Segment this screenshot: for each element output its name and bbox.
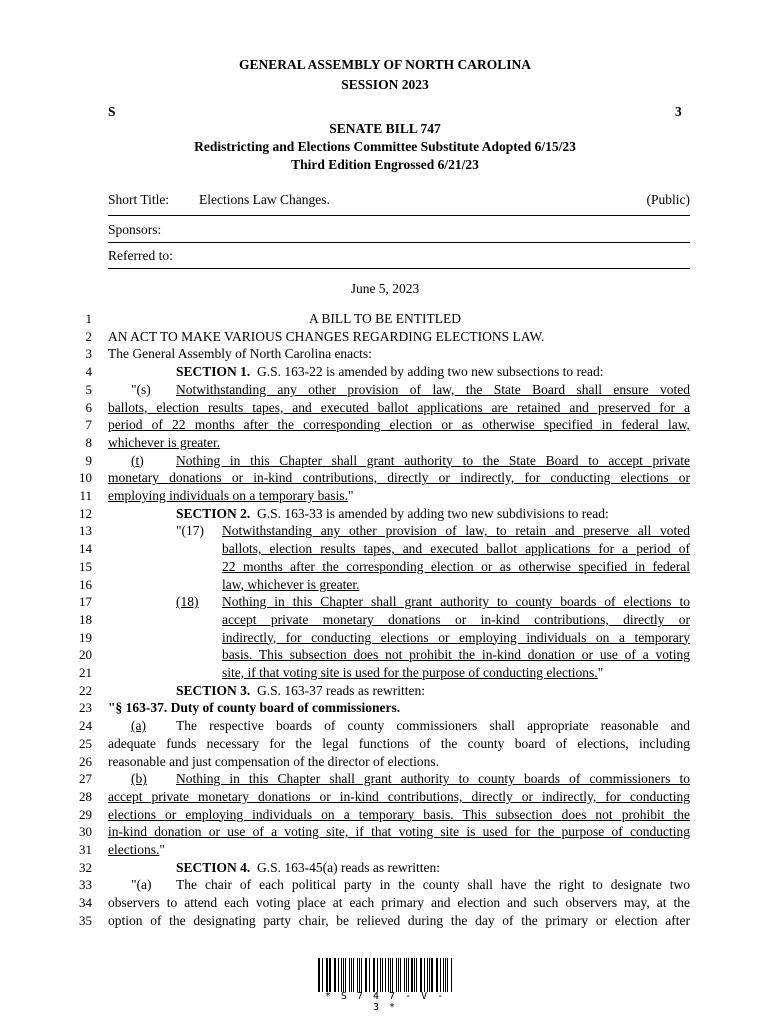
line-text-segment: G.S. 163-45(a) reads as rewritten: bbox=[250, 859, 440, 875]
line-number: 4 bbox=[85, 364, 92, 380]
line-text-segment: "(s) bbox=[131, 381, 151, 397]
bill-line bbox=[222, 612, 690, 628]
line-number: 7 bbox=[85, 417, 92, 433]
line-number: 10 bbox=[79, 470, 92, 486]
bill-line bbox=[222, 541, 690, 557]
substitute-line: Redistricting and Elections Committee Substitute Adopted 6/15/23 bbox=[194, 139, 576, 154]
line-number: 26 bbox=[79, 753, 92, 769]
line-text-segment: elections. bbox=[108, 842, 160, 857]
line-text-segment: reasonable and just compensation of the director of elections. bbox=[108, 753, 440, 769]
public-label: (Public) bbox=[646, 192, 690, 207]
line-text-segment: basis. This subsection does not prohibit the in-kind donation or use of a voting bbox=[222, 647, 690, 663]
bill-line bbox=[108, 700, 400, 716]
line-number: 33 bbox=[79, 877, 92, 893]
bill-line bbox=[176, 683, 425, 699]
bill-line bbox=[108, 346, 372, 362]
line-text-segment: ballots, election results tapes, and executed ballot applications for a period of bbox=[222, 541, 690, 557]
bill-line-label bbox=[131, 382, 151, 398]
line-text-segment: "§ 163-37. Duty of county board of commissioners. bbox=[108, 700, 401, 716]
bill-line bbox=[222, 647, 690, 663]
bill-line-label bbox=[176, 523, 204, 539]
line-text-segment: whichever is greater. bbox=[108, 434, 221, 450]
bill-line bbox=[176, 877, 690, 893]
line-text-segment: (a) bbox=[131, 718, 146, 734]
barcode-bar bbox=[353, 958, 354, 992]
line-text-segment: G.S. 163-33 is amended by adding two new subdivisions to read: bbox=[250, 505, 609, 521]
line-text-segment: 22 months after the corresponding election or as otherwise specified in federal bbox=[222, 558, 690, 574]
bill-line bbox=[108, 842, 165, 858]
line-text-segment: Nothing in this Chapter shall grant authority to county boards of elections to bbox=[222, 594, 690, 610]
barcode-bar bbox=[322, 958, 323, 992]
bill-date: June 5, 2023 bbox=[350, 281, 420, 296]
line-number: 34 bbox=[79, 895, 92, 911]
line-text-segment: G.S. 163-22 is amended by adding two new subsections to read: bbox=[250, 364, 604, 380]
line-text-segment: SECTION 2. bbox=[176, 505, 251, 521]
line-text-segment: accept private monetary donations or in-kind contributions, directly or bbox=[222, 611, 690, 627]
barcode-bar bbox=[361, 958, 362, 992]
barcode-text: * S 7 4 7 - V - 3 * bbox=[324, 991, 446, 1013]
bill-line bbox=[176, 718, 690, 734]
line-text-segment: The respective boards of county commissioners shall appropriate reasonable and bbox=[176, 718, 690, 734]
line-text-segment: in-kind donation or use of a voting site, if that voting site is used for the purpose of conducting bbox=[108, 824, 690, 840]
line-text-segment: " bbox=[597, 665, 604, 680]
line-text-segment: Nothing in this Chapter shall grant authority to the State Board to accept private bbox=[176, 452, 690, 468]
bill-line bbox=[108, 435, 220, 451]
bill-line bbox=[108, 754, 439, 770]
short-title-row bbox=[108, 192, 690, 208]
barcode-bar bbox=[420, 958, 421, 992]
line-number: 23 bbox=[79, 700, 92, 716]
bill-line bbox=[176, 364, 603, 380]
bill-line bbox=[176, 453, 690, 469]
short-title-label: Short Title: bbox=[108, 192, 170, 207]
line-text-segment: elections or employing individuals on a temporary basis. This subsection does not prohibit the bbox=[108, 806, 690, 822]
line-number: 2 bbox=[85, 328, 92, 344]
line-text-segment: (18) bbox=[176, 594, 199, 610]
line-text-segment: law, whichever is greater. bbox=[222, 576, 360, 592]
line-number: 30 bbox=[79, 824, 92, 840]
bill-line bbox=[108, 417, 690, 433]
line-text-segment: Nothing in this Chapter shall grant authority to county boards of commissioners to bbox=[176, 771, 690, 787]
line-text-segment: option of the designating party chair, be relieved during the day of the primary or election after bbox=[108, 912, 690, 928]
line-number: 25 bbox=[79, 735, 92, 751]
line-text-segment: " bbox=[159, 842, 165, 857]
bill-line bbox=[176, 771, 690, 787]
bill-line-label bbox=[131, 453, 144, 469]
line-text-segment: employing individuals on a temporary basis. bbox=[108, 488, 348, 503]
line-text-segment: Notwithstanding any other provision of law, to retain and preserve all voted bbox=[222, 523, 690, 539]
bill-line bbox=[176, 506, 609, 522]
line-number: 32 bbox=[79, 859, 92, 875]
line-text-segment: "(a) bbox=[131, 877, 152, 893]
line-number: 31 bbox=[79, 842, 92, 857]
line-number: 8 bbox=[85, 434, 92, 450]
assembly-heading: GENERAL ASSEMBLY OF NORTH CAROLINA bbox=[238, 57, 532, 72]
line-text-segment: The General Assembly of North Carolina enacts: bbox=[108, 346, 372, 362]
line-number: 3 bbox=[85, 346, 92, 362]
line-text-segment: G.S. 163-37 reads as rewritten: bbox=[250, 682, 425, 698]
session-heading: SESSION 2023 bbox=[341, 77, 429, 92]
bill-line-label bbox=[131, 877, 152, 893]
bill-line bbox=[108, 807, 690, 823]
barcode-bar bbox=[343, 958, 344, 992]
line-number: 11 bbox=[79, 488, 92, 503]
line-number: 24 bbox=[79, 718, 92, 734]
line-number: 21 bbox=[79, 665, 92, 680]
chamber-letter: S bbox=[108, 104, 116, 119]
bill-line bbox=[108, 488, 353, 504]
barcode-bar bbox=[400, 958, 401, 992]
line-text-segment: The chair of each political party in the county shall have the right to designate two bbox=[176, 877, 690, 893]
edition-number: 3 bbox=[675, 104, 682, 119]
bill-line bbox=[222, 559, 690, 575]
referred-label: Referred to: bbox=[108, 248, 173, 263]
bill-title: SENATE BILL 747 bbox=[329, 121, 441, 136]
line-text-segment: period of 22 months after the corresponding election or as otherwise specified in federal law, bbox=[108, 417, 690, 433]
barcode-bar bbox=[345, 958, 346, 992]
bill-line bbox=[222, 630, 690, 646]
line-number: 35 bbox=[79, 912, 92, 928]
barcode-bar bbox=[396, 958, 397, 992]
line-number: 22 bbox=[79, 682, 92, 698]
bill-line bbox=[108, 789, 690, 805]
bill-line bbox=[222, 523, 690, 539]
bill-line bbox=[108, 470, 690, 486]
barcode-bar bbox=[411, 958, 412, 992]
line-number: 17 bbox=[79, 594, 92, 610]
line-text-segment: A BILL TO BE ENTITLED bbox=[309, 311, 461, 326]
line-text-segment: monetary donations or in-kind contributions, directly or indirectly, for conducting elections or bbox=[108, 470, 690, 486]
line-number: 1 bbox=[85, 311, 92, 326]
barcode-bar bbox=[388, 958, 389, 992]
barcode-bar bbox=[427, 958, 428, 992]
line-text-segment: SECTION 3. bbox=[176, 682, 251, 698]
divider bbox=[108, 268, 690, 269]
barcode-bar bbox=[380, 958, 381, 992]
barcode-bar bbox=[437, 958, 438, 992]
bill-line-label bbox=[131, 771, 147, 787]
divider bbox=[108, 242, 690, 243]
line-text-segment: adequate funds necessary for the legal functions of the county board of elections, including bbox=[108, 735, 690, 751]
bill-line bbox=[108, 329, 544, 345]
barcode-bar bbox=[329, 958, 330, 992]
barcode-bar bbox=[404, 958, 405, 992]
line-number: 28 bbox=[79, 788, 92, 804]
bill-line bbox=[108, 400, 690, 416]
bill-line bbox=[0, 311, 770, 327]
short-title-value: Elections Law Changes. bbox=[199, 192, 330, 207]
barcode bbox=[318, 958, 452, 992]
line-text-segment: observers to attend each voting place at each primary and election and such observers may, at the bbox=[108, 895, 690, 911]
line-text-segment: site, if that voting site is used for the purpose of conducting elections. bbox=[222, 665, 598, 680]
barcode-bar bbox=[366, 958, 367, 992]
barcode-bar bbox=[431, 958, 432, 992]
line-text-segment: indirectly, for conducting elections or employing individuals on a temporary bbox=[222, 629, 690, 645]
bill-line bbox=[108, 913, 690, 929]
bill-line bbox=[108, 895, 690, 911]
line-number: 14 bbox=[79, 541, 92, 557]
line-number: 18 bbox=[79, 611, 92, 627]
divider bbox=[108, 215, 690, 216]
line-text-segment: Notwithstanding any other provision of law, the State Board shall ensure voted bbox=[176, 381, 690, 397]
bill-line bbox=[176, 382, 690, 398]
line-number: 13 bbox=[79, 523, 92, 539]
line-text-segment: (t) bbox=[131, 452, 144, 468]
line-text-segment: " bbox=[347, 488, 354, 503]
line-number: 5 bbox=[85, 381, 92, 397]
bill-line bbox=[222, 594, 690, 610]
line-number: 12 bbox=[79, 505, 92, 521]
line-number: 27 bbox=[79, 771, 92, 787]
line-text-segment: AN ACT TO MAKE VARIOUS CHANGES REGARDING ELECTIONS LAW. bbox=[108, 328, 545, 344]
bill-line-label bbox=[131, 718, 146, 734]
line-number: 29 bbox=[79, 806, 92, 822]
bill-line bbox=[176, 860, 440, 876]
line-text-segment: SECTION 1. bbox=[176, 364, 251, 380]
bill-line bbox=[108, 824, 690, 840]
line-text-segment: (b) bbox=[131, 771, 147, 787]
bill-line bbox=[108, 736, 690, 752]
line-text-segment: ballots, election results tapes, and executed ballot applications are retained and preserved for a bbox=[108, 399, 690, 415]
line-text-segment: "(17) bbox=[176, 523, 205, 539]
barcode-bar bbox=[374, 958, 375, 992]
bill-line bbox=[222, 577, 359, 593]
line-number: 6 bbox=[85, 399, 92, 415]
line-text-segment: SECTION 4. bbox=[176, 859, 251, 875]
line-number: 9 bbox=[85, 452, 92, 468]
barcode-bar bbox=[335, 958, 336, 992]
edition-line: Third Edition Engrossed 6/21/23 bbox=[291, 157, 479, 172]
line-number: 19 bbox=[79, 629, 92, 645]
line-number: 20 bbox=[79, 647, 92, 663]
sponsors-label: Sponsors: bbox=[108, 222, 162, 237]
line-number: 15 bbox=[79, 558, 92, 574]
bill-line-label bbox=[176, 594, 199, 610]
barcode-bar bbox=[447, 958, 448, 992]
bill-line bbox=[222, 665, 603, 681]
line-text-segment: accept private monetary donations or in-kind contributions, directly or indirectly, for conducting bbox=[108, 788, 690, 804]
line-number: 16 bbox=[79, 576, 92, 592]
